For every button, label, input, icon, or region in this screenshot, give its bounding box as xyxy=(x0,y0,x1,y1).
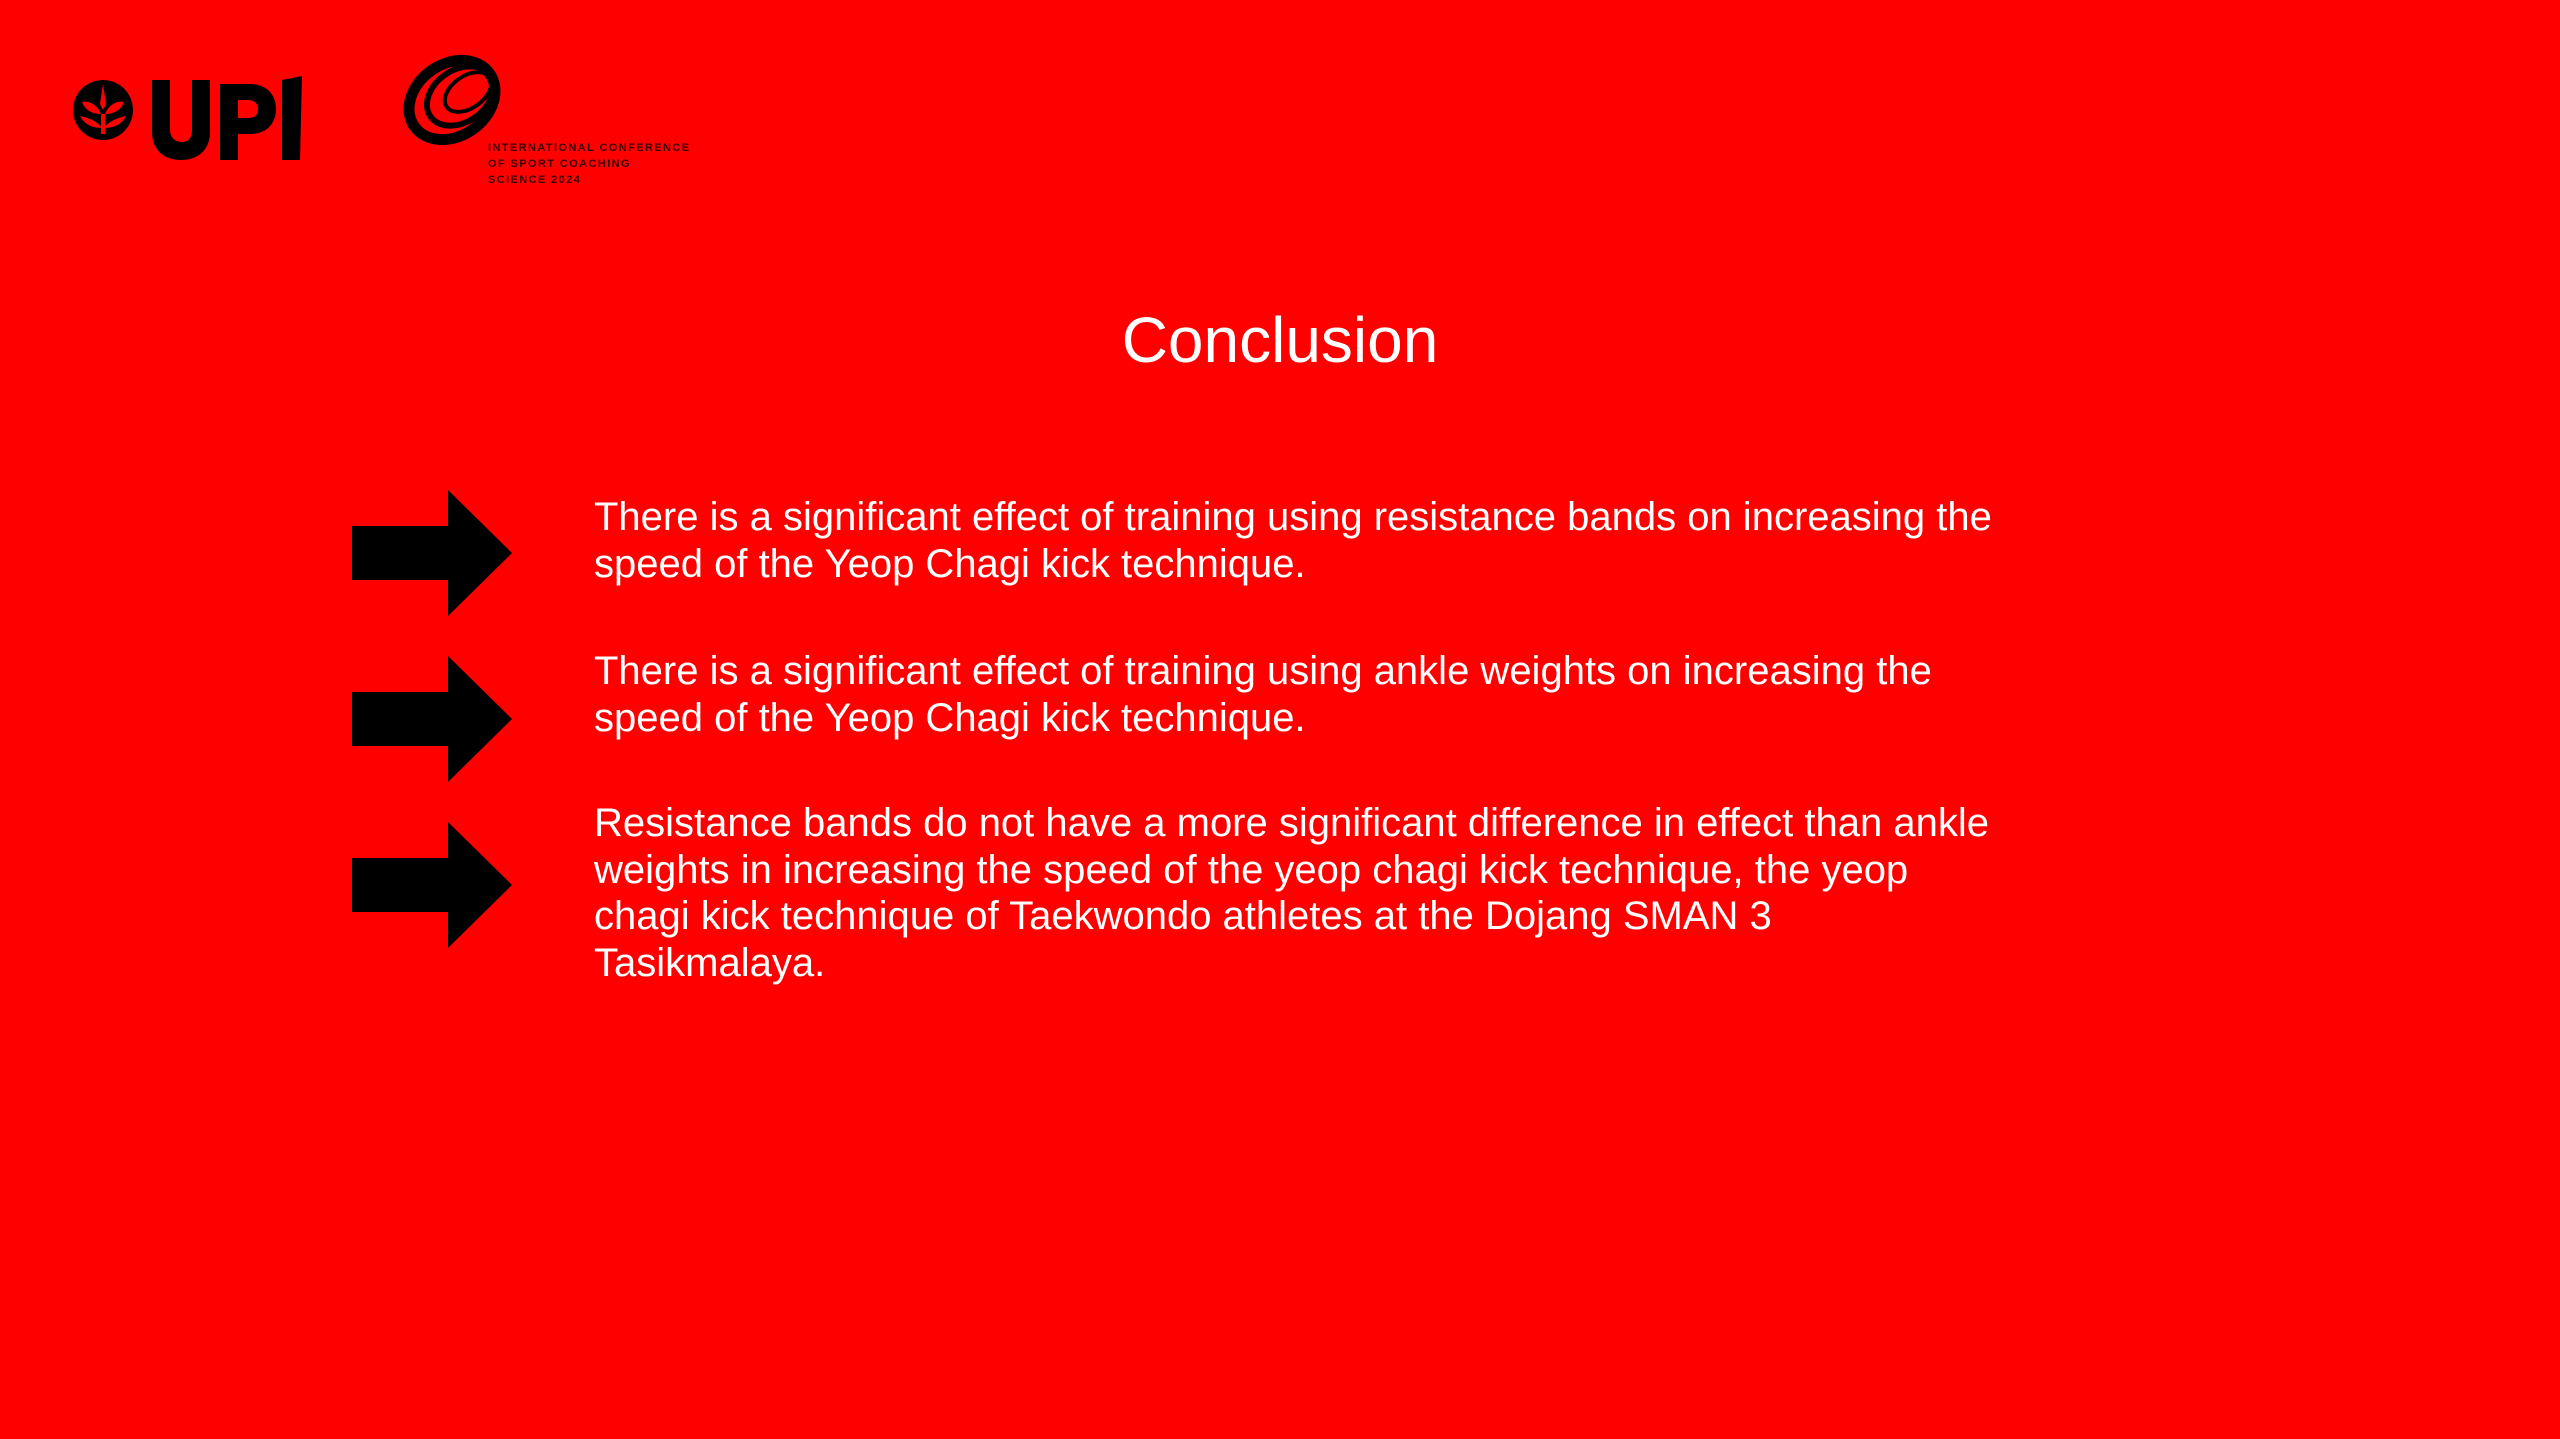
conference-logo-line-3: SCIENCE 2024 xyxy=(488,174,582,186)
conclusion-text: Resistance bands do not have a more significant difference in effect than ankle weights in increasing the speed of the yeop chagi kick technique, the yeop chagi kick technique of Taekwondo athletes at the Dojang SMAN 3 Tasikmalaya. xyxy=(594,801,1989,985)
conference-logo xyxy=(390,52,710,197)
conference-logo-text xyxy=(488,140,690,188)
right-arrow-icon xyxy=(352,822,512,948)
upi-logo xyxy=(70,70,310,165)
right-arrow-icon xyxy=(352,490,512,616)
conference-logo-line-1: INTERNATIONAL CONFERENCE xyxy=(488,142,691,154)
conference-logo-line-2: OF SPORT COACHING xyxy=(488,158,631,170)
slide-title: Conclusion xyxy=(1121,304,1439,376)
right-arrow-icon xyxy=(352,656,512,782)
upi-logo-mark xyxy=(70,70,310,165)
conclusion-text: There is a significant effect of training using resistance bands on increasing the speed of the Yeop Chagi kick technique. xyxy=(594,495,1992,586)
conclusion-text: There is a significant effect of training using ankle weights on increasing the speed of the Yeop Chagi kick technique. xyxy=(594,649,1932,740)
